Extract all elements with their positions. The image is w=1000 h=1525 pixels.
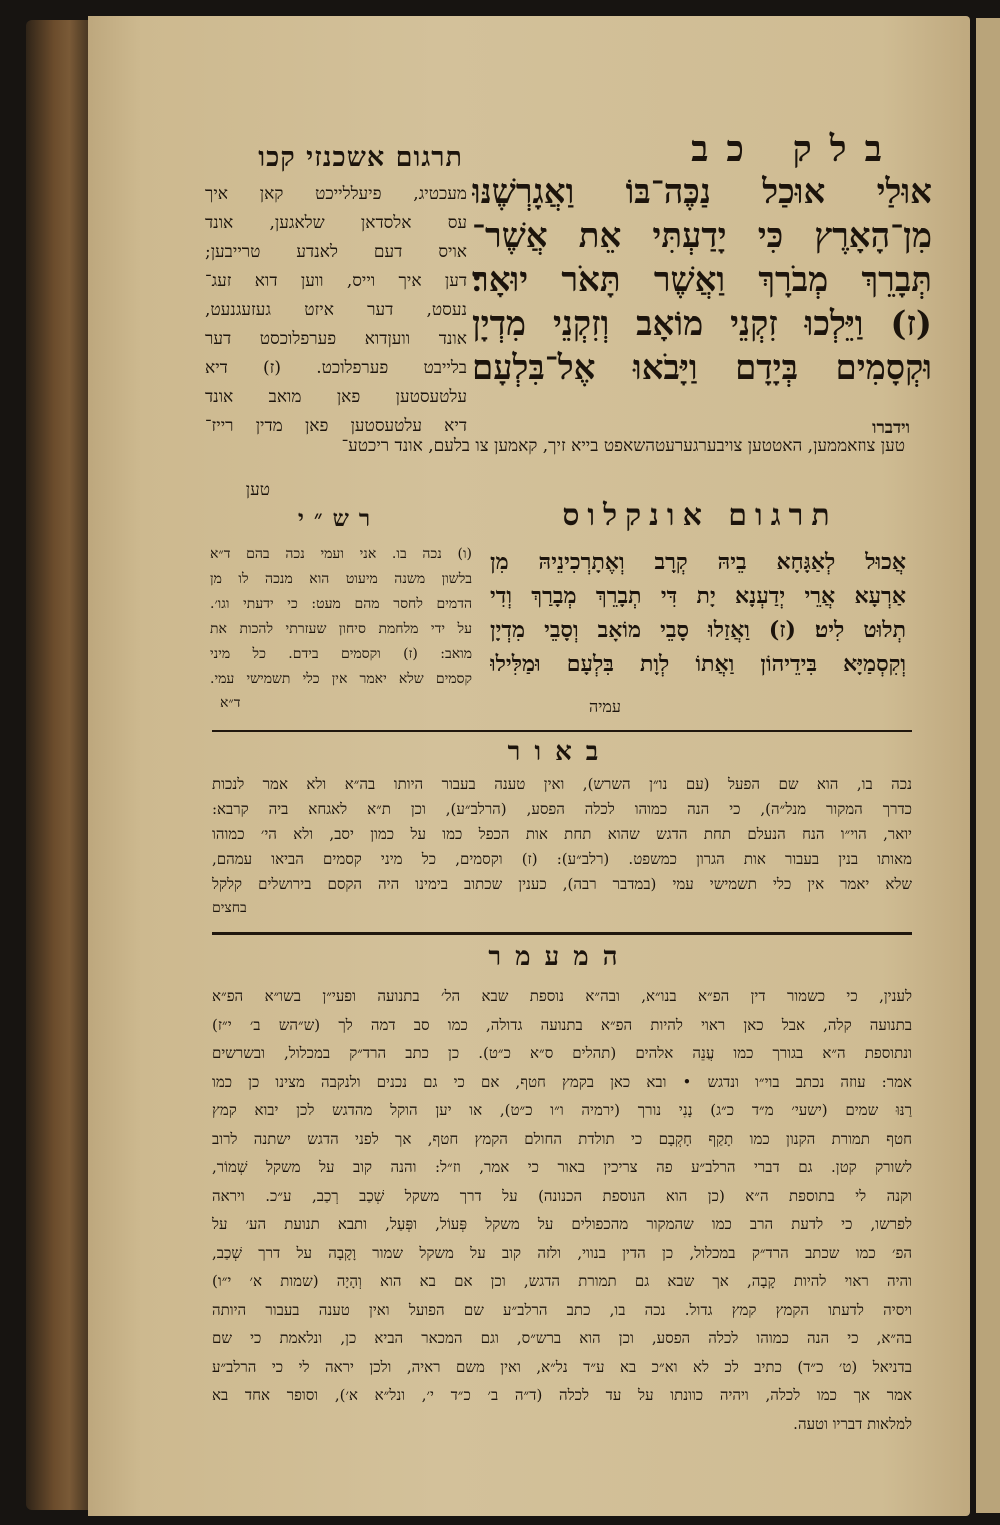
biur-catchword: בחצים <box>212 900 247 916</box>
meamar-line: לשורק קטן. גם דברי הרלב״ע פה צריכין באור כי אמר, וז״ל: והנה קוב על משקל שְׁמוֹר, <box>212 1158 912 1176</box>
meamar-line: בתנועה קלה, אבל כאן ראוי להיות הפ״א בתנועה גדולה, כמו סב דמה לך (ש״הש ב׳ י״ז) <box>212 1015 912 1034</box>
onkelos-line: אַרְעָא אֲרֵי יְדַעְנָא יָת דִּי תְבָרֵךְ מְבָרַךְ וְדִי <box>490 583 906 609</box>
verse-line: (ז) וַיֵּלְכוּ זִקְנֵי מוֹאָב וְזִקְנֵי מִדְיָן <box>472 304 932 344</box>
verse-line: מִן־הָאָרֶץ כִּי יָדַעְתִּי אֵת אֲשֶׁר־ <box>472 216 932 256</box>
onkelos-text <box>490 545 906 705</box>
meamar-line: אמר אך כמו לכלה, ויהיה כוונתו על עד לכלה (ד״ה ב׳ כ״ד י׳, ונל״א א׳), וסופר אחד בא <box>212 1386 912 1404</box>
meamar-line: ויסיה לדעתו הקמץ קמץ גדול. נכה בו, כתב הרלב״ע שם הפועל ואין טענה בעבור היותה <box>212 1300 912 1319</box>
onkelos-title: תרגום אונקלוס <box>562 498 838 533</box>
yiddish-line: דיא עלטעסטען פאן מדין רייז־ <box>205 416 467 436</box>
meamar-line: וקנה לי בתוספת ה״א (כן הוא הנוספת הכנונה) על דרך משקל שְׁכַב רְכַב, ע״כ. ויראה <box>212 1186 912 1205</box>
rashi-line: מואב: (ז) וקסמים בידם. כל מיני <box>210 646 472 662</box>
yiddish-line: מעכטיג, פיעללייכט קאן איך <box>205 184 467 204</box>
yiddish-line: דען איך וייס, ווען דוא זעג־ <box>205 271 467 291</box>
yiddish-line: נעסט, דער איזט געזעגנעט, <box>205 300 467 320</box>
header-left: תרגום אשכנזי קכו <box>258 142 463 173</box>
meamar-line: למלאות דבריו וטעה. <box>793 1414 912 1433</box>
divider <box>212 932 912 935</box>
verse-line: אוּלַי אוּכַל נַכֶּה־בּוֹ וַאֲגָרְשֶׁנּוּ <box>472 172 932 212</box>
meamar-line: חטף תמורת הקנון כמו תָקַף חָקְבָם כי תולדת החולם הקמץ חטף, אך לפני הדגש ישתנה לרוב <box>212 1129 912 1148</box>
meamar-line: בדניאל (ט׳ כ״ד) כתיב לכ לא וא״כ בא ע״ד נל״א, ואין משם ראיה, ולכן יראה לי כי הרלב״ע <box>212 1357 912 1376</box>
biur-line: יואר, הוי״ו הנח הנעלם תחת הדגש שהוא תחת אות הכפל כמו על כמון יסב, ולא הי׳ כמוהו <box>212 825 912 843</box>
biur-line: נכה בו, הוא שם הפעל (עם נו״ן השרש), ואין טענה בעבור היותו בה״א ולא אמר לנכות <box>212 775 912 793</box>
next-page-edge <box>976 18 1000 1513</box>
yiddish-translation <box>205 180 467 442</box>
meamar-commentary <box>212 982 912 1433</box>
biur-commentary <box>212 772 912 897</box>
meamar-line: לפרשו, כי לדעת הרב כמו שהמקור מהכפולים על משקל פְּעוֹל, ופְּעַל, ותבא תנועת הע׳ על <box>212 1215 912 1233</box>
rashi-line: הדמים לחסר מהם מעט: כי ידעתי וגו׳. <box>210 596 472 612</box>
verse-catchword: וידברו <box>872 418 910 438</box>
rashi-line: קסמים שלא יאמר אין כלי תשמישי עמי. <box>210 671 472 687</box>
header-right: בלק כב <box>691 128 900 170</box>
onkelos-line: אֲכוּל לְאַגָּחָא בֵיהּ קְרָב וְאֶתָרְכִינֵיהּ מִן <box>490 549 906 575</box>
rashi-line: בלשון משנה מיעוט הוא מנכה לו מן <box>210 571 472 587</box>
meamar-line: בה״א, כי הנה כמוהו לכלה הפסע, וכן הוא ברש״ס, וגם המכאר הביא כן, ונלאמת כי שם <box>212 1329 912 1347</box>
rashi-line: על ידי מלחמת סיחון שעזרתי להכות את <box>210 621 472 637</box>
rashi-line: (ו) נכה בו. אני ועמי נכה בהם ד״א <box>210 546 472 562</box>
meamar-line: ונתוספת ה״א בגורך כמו עֲנֵה אלהים (תהלים ס״א כ״ט). כן כתב הרד״ק במכלול, ובשרשים <box>212 1044 912 1062</box>
yiddish-wide-line: טען צוזאממען, האטטען צויבערגערעטהשאפט בייא זיך, קאמען צו בלעם, אונד ריכטע־ <box>341 436 905 456</box>
rashi-commentary <box>210 542 472 692</box>
yiddish-line: אונד וועןדוא פערפלוכסט דער <box>205 329 467 349</box>
yiddish-line: עס אלסדאן שלאגען, אונד <box>205 213 467 233</box>
rashi-title: רש״י <box>297 505 381 532</box>
yiddish-line: אויס דעם לאנדע טרייבען; <box>205 242 467 262</box>
onkelos-catchword: עמיה <box>589 697 621 716</box>
yiddish-catchword: טען <box>245 480 270 500</box>
meamar-line: והיה ראוי להיות קָבָה, אך שבא גם תמורת הדגש, וכן אם בא הוא וְהָיָה (שמות א׳ י״ו) <box>212 1272 912 1290</box>
onkelos-line: וְקִסְמַיָּא בִּידֵיהוֹן וַאֲתוֹ לְוָת בִּלְעָם וּמַלִּילוּ <box>490 651 906 677</box>
meamar-line: רַנּוּ שמים (ישעי׳ מ״ד כ״ג) נָנִי נורך (ירמיה ו״ו כ״ט), או יען הוקל מהדגש לכן יבוא קמץ <box>212 1101 912 1119</box>
meamar-line: לענין, כי כשמור דין הפ״א בנו״א, ובה״א נוספת שבא הל׳ בתנועה ופעי״ן בשו״א הפ״א <box>212 987 912 1005</box>
onkelos-line: תְלוּט לִיט׃ (ז) וַאֲזַלוּ סָבֵי מוֹאָב וְסָבֵי מִדְיָן <box>490 617 906 643</box>
biur-title: באור <box>507 737 613 767</box>
biur-line: שלא יאמר אין כלי תשמישי עמי (במדבר רבה), כענין שכתוב בימינו היה הקסם בירושלים קלקל <box>212 875 912 893</box>
book-spine <box>26 20 88 1510</box>
yiddish-line: עלטעסטען פאן מואב אונד <box>205 387 467 407</box>
torah-verse <box>472 170 932 422</box>
meamar-line: אמר: עוזה נכתב בוי״ו ונדגש • ובא כאן בקמץ חטף, אם כי גם נכנים ולנקבה מצינו כן כמו <box>212 1072 912 1091</box>
verse-line: וּקְסָמִים בְּיָדָם וַיָּבֹאוּ אֶל־בִּלְעָם <box>472 348 932 388</box>
divider <box>212 730 912 732</box>
meamar-line: הפ׳ כמו שכתב הרד״ק במכלול, כן הדין בנווי, ולזה קוב על משקל שמור וָקָבָה על דרך שְׁכַב, <box>212 1243 912 1262</box>
rashi-catchword: ד״א <box>220 695 241 711</box>
meamar-title: המעמר <box>488 942 632 972</box>
biur-line: מאותו בנין בעבור אות הגרון כמשפט. (רלב״ע): (ז) וקסמים, כל מיני קסמים הביאו עמהם, <box>212 850 912 868</box>
biur-line: כדרך המקור מנל״ה), כי הנה כמוהו לכלה הפסע, (הרלב״ע), וכן ת״א לאגחא ביה קרבא: <box>212 800 912 818</box>
yiddish-line: בלייבט פערפלוכט. (ז) דיא <box>205 358 467 378</box>
verse-line: תְּבָרֵךְ מְבֹרָךְ וַאֲשֶׁר תָּאֹר יוּאָר׃ <box>472 260 932 300</box>
